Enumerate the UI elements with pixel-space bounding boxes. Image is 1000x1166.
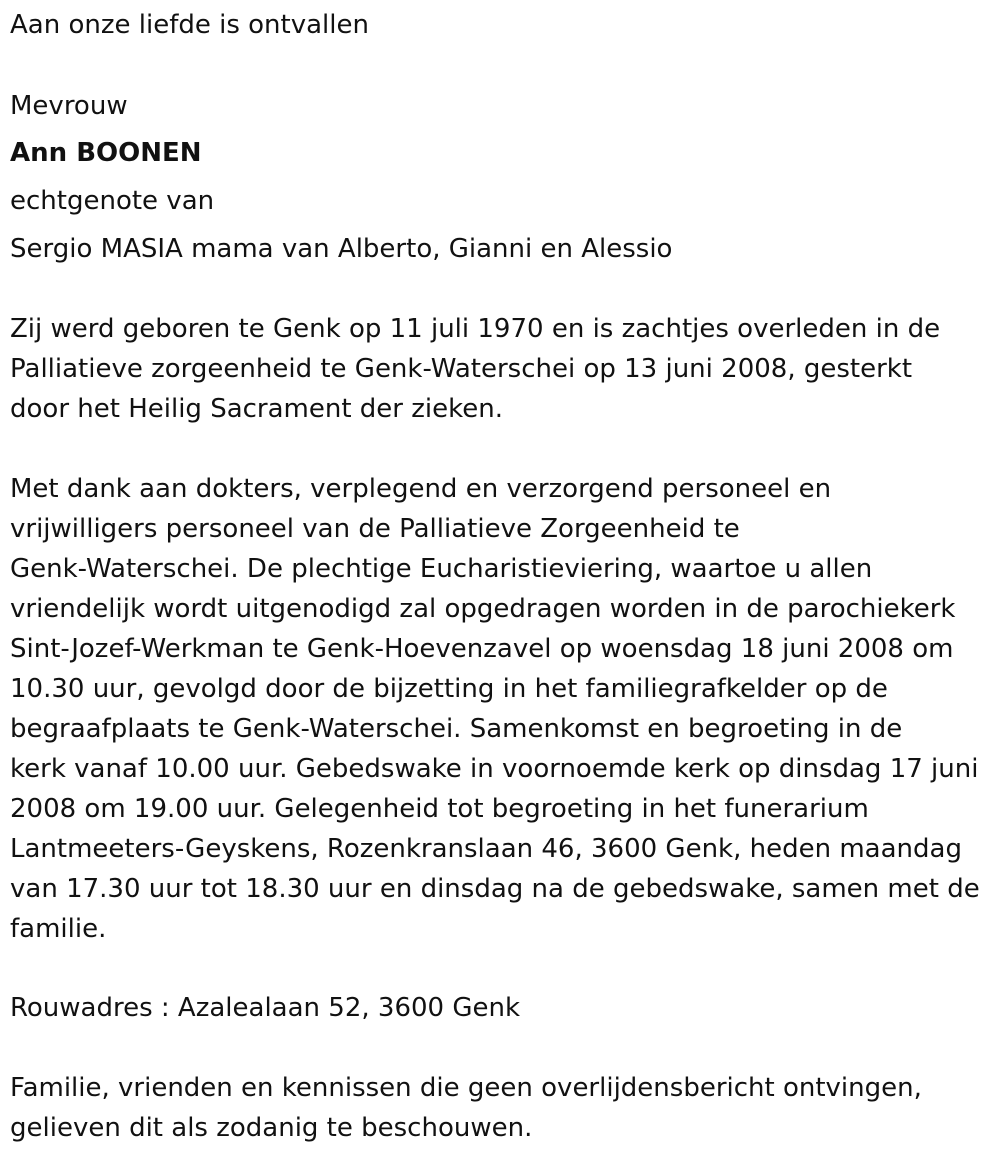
birth-death-paragraph: Zij werd geboren te Genk op 11 juli 1970 en is zachtjes overleden in de Palliatieve zorgeenheid te Genk-Waterschei op 13 juni 2008, gesterkt door het Heilig Sacrament der zieken.	[10, 314, 941, 424]
closing-paragraph: Familie, vrienden en kennissen die geen overlijdensbericht ontvingen, gelieven dit als zodanig te beschouwen.	[10, 1073, 922, 1143]
deceased-name: Ann BOONEN	[10, 138, 202, 168]
intro-text: Aan onze liefde is ontvallen	[10, 10, 369, 40]
relation-text: echtgenote van	[10, 186, 215, 216]
salutation: Mevrouw	[10, 91, 128, 121]
ceremony-paragraph: Met dank aan dokters, verplegend en verzorgend personeel en vrijwilligers personeel van de Palliatieve Zorgeenheid te Genk-Waterschei. De plechtige Eucharistieviering, waartoe u allen vriendelijk wordt uitgenodigd zal opgedragen worden in de parochiekerk Sint-Jozef-Werkman te Genk-Hoevenzavel op woensdag 18 juni 2008 om 10.30 uur, gevolgd door de bijzetting in het familiegrafkelder op de begraafplaats te Genk-Waterschei. Samenkomst en begroeting in de kerk vanaf 10.00 uur. Gebedswake in voornoemde kerk op dinsdag 17 juni 2008 om 19.00 uur. Gelegenheid tot begroeting in het funerarium Lantmeeters-Geyskens, Rozenkranslaan 46, 3600 Genk, heden maandag van 17.30 uur tot 18.30 uur en dinsdag na de gebedswake, samen met de familie.	[10, 474, 980, 944]
mourning-address: Rouwadres : Azalealaan 52, 3600 Genk	[10, 993, 521, 1023]
family-line: Sergio MASIA mama van Alberto, Gianni en Alessio	[10, 234, 673, 264]
